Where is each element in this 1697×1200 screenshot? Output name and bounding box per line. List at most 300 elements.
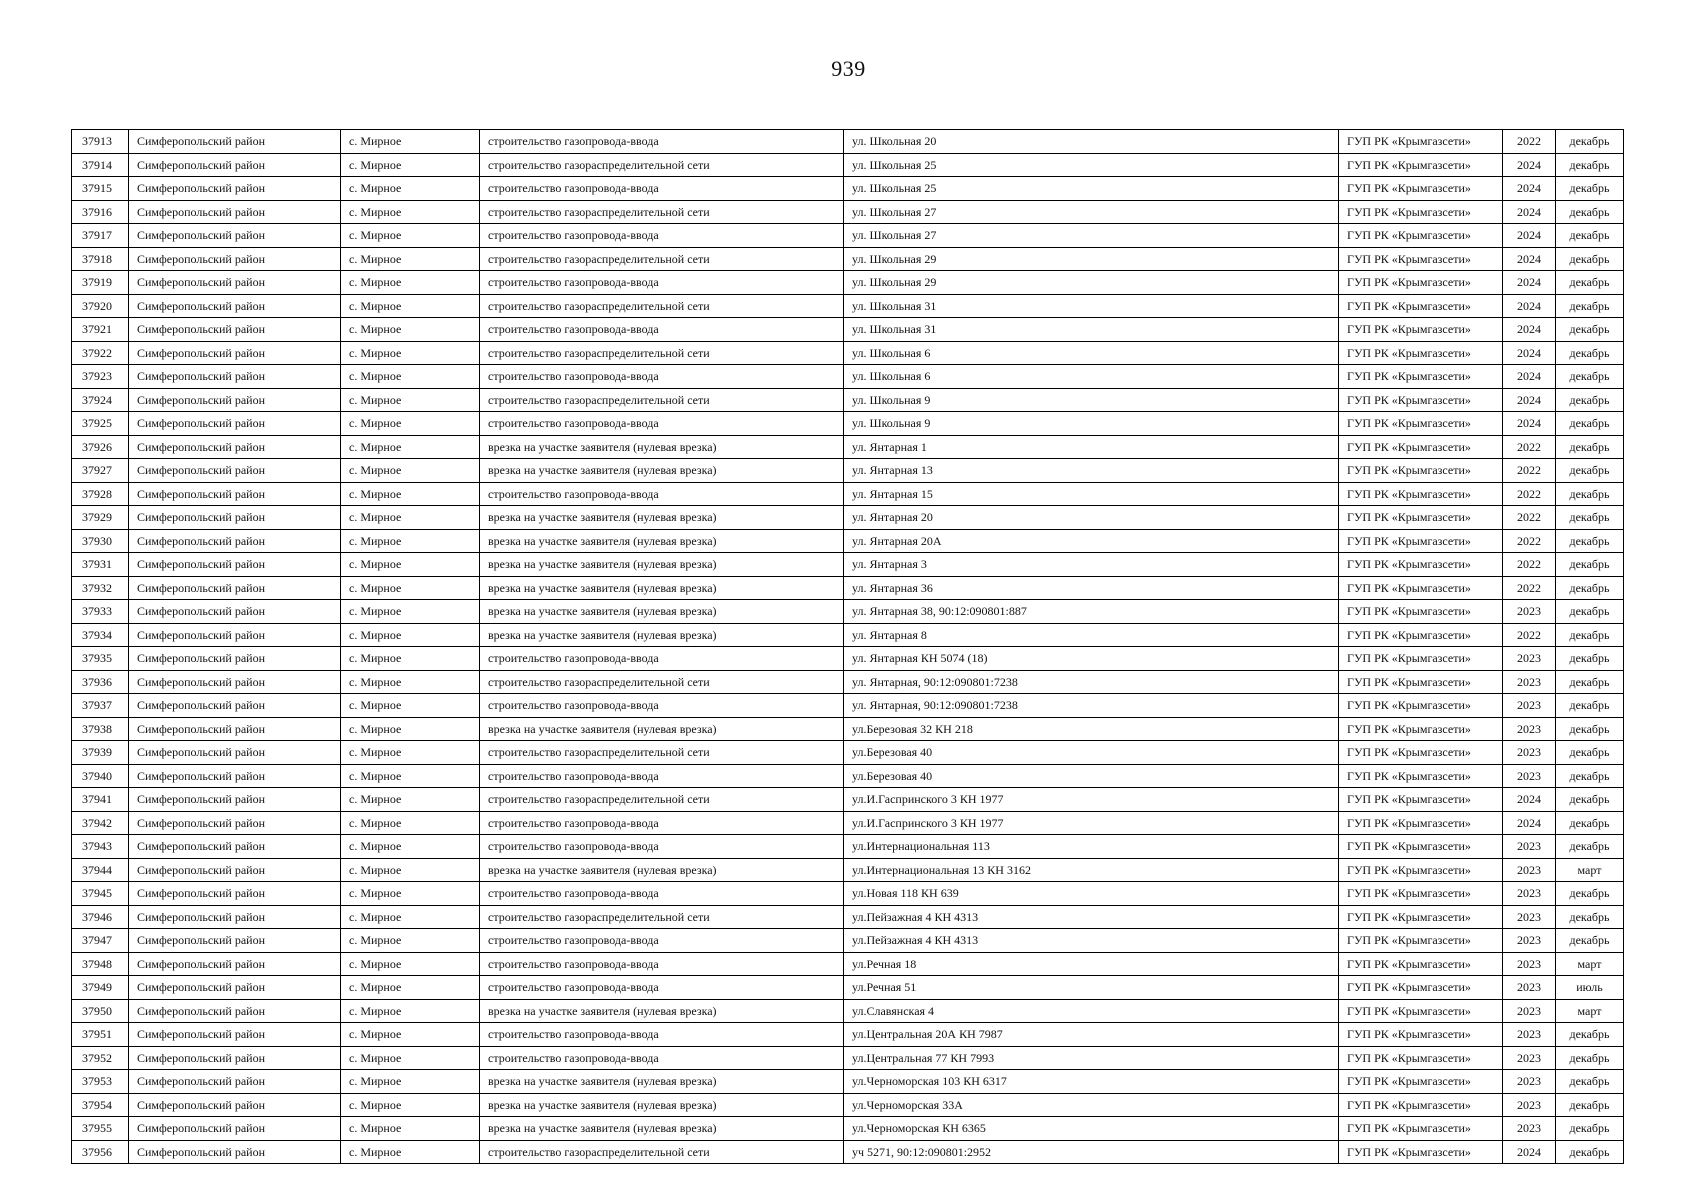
organization-cell: ГУП РК «Крымгазсети» xyxy=(1339,435,1503,459)
organization-cell: ГУП РК «Крымгазсети» xyxy=(1339,1023,1503,1047)
address-cell: ул. Школьная 20 xyxy=(844,130,1339,154)
settlement-cell: с. Мирное xyxy=(341,247,480,271)
year-cell: 2022 xyxy=(1503,506,1556,530)
registry-body xyxy=(72,130,1624,1164)
settlement-cell: с. Мирное xyxy=(341,623,480,647)
record-number-cell: 37913 xyxy=(72,130,129,154)
settlement-cell: с. Мирное xyxy=(341,553,480,577)
work-type-cell: врезка на участке заявителя (нулевая врезка) xyxy=(480,529,844,553)
table-row xyxy=(72,130,1624,154)
table-row xyxy=(72,858,1624,882)
organization-cell: ГУП РК «Крымгазсети» xyxy=(1339,623,1503,647)
record-number-cell: 37938 xyxy=(72,717,129,741)
organization-cell: ГУП РК «Крымгазсети» xyxy=(1339,600,1503,624)
table-row xyxy=(72,670,1624,694)
organization-cell: ГУП РК «Крымгазсети» xyxy=(1339,459,1503,483)
organization-cell: ГУП РК «Крымгазсети» xyxy=(1339,224,1503,248)
settlement-cell: с. Мирное xyxy=(341,764,480,788)
month-cell: декабрь xyxy=(1556,153,1624,177)
address-cell: ул. Школьная 9 xyxy=(844,412,1339,436)
district-cell: Симферопольский район xyxy=(129,929,341,953)
address-cell: ул.Центральная 77 КН 7993 xyxy=(844,1046,1339,1070)
month-cell: март xyxy=(1556,999,1624,1023)
year-cell: 2024 xyxy=(1503,224,1556,248)
district-cell: Симферопольский район xyxy=(129,717,341,741)
month-cell: декабрь xyxy=(1556,929,1624,953)
year-cell: 2024 xyxy=(1503,153,1556,177)
table-row xyxy=(72,623,1624,647)
settlement-cell: с. Мирное xyxy=(341,435,480,459)
month-cell: декабрь xyxy=(1556,882,1624,906)
district-cell: Симферопольский район xyxy=(129,271,341,295)
address-cell: ул.Интернациональная 113 xyxy=(844,835,1339,859)
work-type-cell: врезка на участке заявителя (нулевая врезка) xyxy=(480,858,844,882)
record-number-cell: 37945 xyxy=(72,882,129,906)
month-cell: декабрь xyxy=(1556,1140,1624,1164)
organization-cell: ГУП РК «Крымгазсети» xyxy=(1339,318,1503,342)
address-cell: ул.Пейзажная 4 КН 4313 xyxy=(844,929,1339,953)
year-cell: 2023 xyxy=(1503,717,1556,741)
month-cell: декабрь xyxy=(1556,271,1624,295)
record-number-cell: 37934 xyxy=(72,623,129,647)
record-number-cell: 37956 xyxy=(72,1140,129,1164)
table-row xyxy=(72,905,1624,929)
record-number-cell: 37951 xyxy=(72,1023,129,1047)
record-number-cell: 37931 xyxy=(72,553,129,577)
settlement-cell: с. Мирное xyxy=(341,717,480,741)
work-type-cell: строительство газораспределительной сети xyxy=(480,247,844,271)
record-number-cell: 37923 xyxy=(72,365,129,389)
organization-cell: ГУП РК «Крымгазсети» xyxy=(1339,529,1503,553)
district-cell: Симферопольский район xyxy=(129,200,341,224)
work-type-cell: строительство газопровода-ввода xyxy=(480,647,844,671)
settlement-cell: с. Мирное xyxy=(341,858,480,882)
record-number-cell: 37941 xyxy=(72,788,129,812)
record-number-cell: 37953 xyxy=(72,1070,129,1094)
settlement-cell: с. Мирное xyxy=(341,341,480,365)
year-cell: 2023 xyxy=(1503,882,1556,906)
record-number-cell: 37919 xyxy=(72,271,129,295)
work-type-cell: строительство газопровода-ввода xyxy=(480,1023,844,1047)
address-cell: ул. Янтарная 38, 90:12:090801:887 xyxy=(844,600,1339,624)
settlement-cell: с. Мирное xyxy=(341,694,480,718)
table-row xyxy=(72,1070,1624,1094)
year-cell: 2023 xyxy=(1503,976,1556,1000)
table-row xyxy=(72,1046,1624,1070)
year-cell: 2023 xyxy=(1503,670,1556,694)
year-cell: 2022 xyxy=(1503,553,1556,577)
year-cell: 2024 xyxy=(1503,177,1556,201)
year-cell: 2023 xyxy=(1503,694,1556,718)
record-number-cell: 37922 xyxy=(72,341,129,365)
organization-cell: ГУП РК «Крымгазсети» xyxy=(1339,976,1503,1000)
table-row xyxy=(72,999,1624,1023)
year-cell: 2024 xyxy=(1503,788,1556,812)
settlement-cell: с. Мирное xyxy=(341,529,480,553)
settlement-cell: с. Мирное xyxy=(341,459,480,483)
year-cell: 2022 xyxy=(1503,576,1556,600)
table-row xyxy=(72,811,1624,835)
month-cell: март xyxy=(1556,952,1624,976)
organization-cell: ГУП РК «Крымгазсети» xyxy=(1339,1070,1503,1094)
settlement-cell: с. Мирное xyxy=(341,224,480,248)
work-type-cell: строительство газораспределительной сети xyxy=(480,200,844,224)
year-cell: 2024 xyxy=(1503,388,1556,412)
organization-cell: ГУП РК «Крымгазсети» xyxy=(1339,952,1503,976)
district-cell: Симферопольский район xyxy=(129,670,341,694)
address-cell: ул. Школьная 29 xyxy=(844,271,1339,295)
month-cell: декабрь xyxy=(1556,788,1624,812)
work-type-cell: строительство газораспределительной сети xyxy=(480,294,844,318)
settlement-cell: с. Мирное xyxy=(341,271,480,295)
table-row xyxy=(72,365,1624,389)
year-cell: 2024 xyxy=(1503,271,1556,295)
work-type-cell: строительство газопровода-ввода xyxy=(480,694,844,718)
table-row xyxy=(72,553,1624,577)
district-cell: Симферопольский район xyxy=(129,130,341,154)
table-row xyxy=(72,294,1624,318)
address-cell: ул. Янтарная 8 xyxy=(844,623,1339,647)
month-cell: декабрь xyxy=(1556,224,1624,248)
settlement-cell: с. Мирное xyxy=(341,788,480,812)
record-number-cell: 37917 xyxy=(72,224,129,248)
settlement-cell: с. Мирное xyxy=(341,177,480,201)
organization-cell: ГУП РК «Крымгазсети» xyxy=(1339,1140,1503,1164)
table-row xyxy=(72,741,1624,765)
month-cell: декабрь xyxy=(1556,318,1624,342)
organization-cell: ГУП РК «Крымгазсети» xyxy=(1339,247,1503,271)
year-cell: 2023 xyxy=(1503,1070,1556,1094)
district-cell: Симферопольский район xyxy=(129,999,341,1023)
month-cell: декабрь xyxy=(1556,576,1624,600)
table-row xyxy=(72,482,1624,506)
year-cell: 2023 xyxy=(1503,647,1556,671)
year-cell: 2023 xyxy=(1503,858,1556,882)
district-cell: Симферопольский район xyxy=(129,388,341,412)
month-cell: декабрь xyxy=(1556,835,1624,859)
month-cell: декабрь xyxy=(1556,341,1624,365)
record-number-cell: 37954 xyxy=(72,1093,129,1117)
table-row xyxy=(72,929,1624,953)
settlement-cell: с. Мирное xyxy=(341,1046,480,1070)
record-number-cell: 37927 xyxy=(72,459,129,483)
address-cell: ул. Школьная 27 xyxy=(844,200,1339,224)
record-number-cell: 37932 xyxy=(72,576,129,600)
year-cell: 2022 xyxy=(1503,482,1556,506)
address-cell: ул.Речная 51 xyxy=(844,976,1339,1000)
organization-cell: ГУП РК «Крымгазсети» xyxy=(1339,882,1503,906)
record-number-cell: 37918 xyxy=(72,247,129,271)
organization-cell: ГУП РК «Крымгазсети» xyxy=(1339,153,1503,177)
month-cell: декабрь xyxy=(1556,1046,1624,1070)
month-cell: декабрь xyxy=(1556,553,1624,577)
address-cell: ул.Пейзажная 4 КН 4313 xyxy=(844,905,1339,929)
table-row xyxy=(72,788,1624,812)
record-number-cell: 37940 xyxy=(72,764,129,788)
address-cell: уч 5271, 90:12:090801:2952 xyxy=(844,1140,1339,1164)
table-row xyxy=(72,529,1624,553)
district-cell: Симферопольский район xyxy=(129,224,341,248)
table-row xyxy=(72,1117,1624,1141)
table-row xyxy=(72,318,1624,342)
table-row xyxy=(72,271,1624,295)
address-cell: ул. Янтарная КН 5074 (18) xyxy=(844,647,1339,671)
work-type-cell: врезка на участке заявителя (нулевая врезка) xyxy=(480,1117,844,1141)
district-cell: Симферопольский район xyxy=(129,858,341,882)
address-cell: ул.Интернациональная 13 КН 3162 xyxy=(844,858,1339,882)
organization-cell: ГУП РК «Крымгазсети» xyxy=(1339,788,1503,812)
address-cell: ул. Школьная 6 xyxy=(844,341,1339,365)
settlement-cell: с. Мирное xyxy=(341,388,480,412)
record-number-cell: 37935 xyxy=(72,647,129,671)
organization-cell: ГУП РК «Крымгазсети» xyxy=(1339,553,1503,577)
work-type-cell: строительство газопровода-ввода xyxy=(480,177,844,201)
district-cell: Симферопольский район xyxy=(129,623,341,647)
record-number-cell: 37952 xyxy=(72,1046,129,1070)
settlement-cell: с. Мирное xyxy=(341,294,480,318)
settlement-cell: с. Мирное xyxy=(341,576,480,600)
work-type-cell: строительство газопровода-ввода xyxy=(480,811,844,835)
settlement-cell: с. Мирное xyxy=(341,1117,480,1141)
record-number-cell: 37930 xyxy=(72,529,129,553)
district-cell: Симферопольский район xyxy=(129,294,341,318)
year-cell: 2022 xyxy=(1503,130,1556,154)
settlement-cell: с. Мирное xyxy=(341,412,480,436)
district-cell: Симферопольский район xyxy=(129,882,341,906)
district-cell: Симферопольский район xyxy=(129,952,341,976)
address-cell: ул. Школьная 31 xyxy=(844,318,1339,342)
organization-cell: ГУП РК «Крымгазсети» xyxy=(1339,1046,1503,1070)
address-cell: ул. Школьная 29 xyxy=(844,247,1339,271)
address-cell: ул. Янтарная 3 xyxy=(844,553,1339,577)
record-number-cell: 37916 xyxy=(72,200,129,224)
district-cell: Симферопольский район xyxy=(129,576,341,600)
year-cell: 2022 xyxy=(1503,435,1556,459)
settlement-cell: с. Мирное xyxy=(341,200,480,224)
month-cell: декабрь xyxy=(1556,529,1624,553)
table-row xyxy=(72,976,1624,1000)
year-cell: 2024 xyxy=(1503,294,1556,318)
district-cell: Симферопольский район xyxy=(129,835,341,859)
month-cell: декабрь xyxy=(1556,741,1624,765)
district-cell: Симферопольский район xyxy=(129,459,341,483)
address-cell: ул.Березовая 40 xyxy=(844,741,1339,765)
record-number-cell: 37946 xyxy=(72,905,129,929)
organization-cell: ГУП РК «Крымгазсети» xyxy=(1339,341,1503,365)
district-cell: Симферопольский район xyxy=(129,1023,341,1047)
organization-cell: ГУП РК «Крымгазсети» xyxy=(1339,999,1503,1023)
settlement-cell: с. Мирное xyxy=(341,670,480,694)
year-cell: 2023 xyxy=(1503,999,1556,1023)
address-cell: ул. Янтарная 20 xyxy=(844,506,1339,530)
work-type-cell: врезка на участке заявителя (нулевая врезка) xyxy=(480,999,844,1023)
district-cell: Симферопольский район xyxy=(129,553,341,577)
table-row xyxy=(72,153,1624,177)
settlement-cell: с. Мирное xyxy=(341,952,480,976)
organization-cell: ГУП РК «Крымгазсети» xyxy=(1339,670,1503,694)
organization-cell: ГУП РК «Крымгазсети» xyxy=(1339,858,1503,882)
year-cell: 2024 xyxy=(1503,341,1556,365)
organization-cell: ГУП РК «Крымгазсети» xyxy=(1339,1117,1503,1141)
district-cell: Симферопольский район xyxy=(129,764,341,788)
work-type-cell: врезка на участке заявителя (нулевая врезка) xyxy=(480,435,844,459)
district-cell: Симферопольский район xyxy=(129,1093,341,1117)
organization-cell: ГУП РК «Крымгазсети» xyxy=(1339,576,1503,600)
organization-cell: ГУП РК «Крымгазсети» xyxy=(1339,835,1503,859)
record-number-cell: 37948 xyxy=(72,952,129,976)
settlement-cell: с. Мирное xyxy=(341,318,480,342)
settlement-cell: с. Мирное xyxy=(341,741,480,765)
year-cell: 2022 xyxy=(1503,623,1556,647)
work-type-cell: строительство газораспределительной сети xyxy=(480,388,844,412)
month-cell: декабрь xyxy=(1556,670,1624,694)
work-type-cell: врезка на участке заявителя (нулевая врезка) xyxy=(480,576,844,600)
work-type-cell: строительство газопровода-ввода xyxy=(480,835,844,859)
settlement-cell: с. Мирное xyxy=(341,1070,480,1094)
record-number-cell: 37937 xyxy=(72,694,129,718)
address-cell: ул. Школьная 6 xyxy=(844,365,1339,389)
year-cell: 2022 xyxy=(1503,529,1556,553)
month-cell: декабрь xyxy=(1556,1023,1624,1047)
table-row xyxy=(72,952,1624,976)
address-cell: ул. Янтарная 15 xyxy=(844,482,1339,506)
district-cell: Симферопольский район xyxy=(129,811,341,835)
month-cell: декабрь xyxy=(1556,506,1624,530)
district-cell: Симферопольский район xyxy=(129,1140,341,1164)
table-row xyxy=(72,224,1624,248)
district-cell: Симферопольский район xyxy=(129,365,341,389)
month-cell: декабрь xyxy=(1556,459,1624,483)
record-number-cell: 37925 xyxy=(72,412,129,436)
organization-cell: ГУП РК «Крымгазсети» xyxy=(1339,271,1503,295)
address-cell: ул. Янтарная, 90:12:090801:7238 xyxy=(844,670,1339,694)
organization-cell: ГУП РК «Крымгазсети» xyxy=(1339,388,1503,412)
district-cell: Симферопольский район xyxy=(129,600,341,624)
year-cell: 2024 xyxy=(1503,247,1556,271)
address-cell: ул.Березовая 40 xyxy=(844,764,1339,788)
work-type-cell: врезка на участке заявителя (нулевая врезка) xyxy=(480,623,844,647)
organization-cell: ГУП РК «Крымгазсети» xyxy=(1339,694,1503,718)
address-cell: ул.Новая 118 КН 639 xyxy=(844,882,1339,906)
year-cell: 2023 xyxy=(1503,952,1556,976)
year-cell: 2023 xyxy=(1503,835,1556,859)
address-cell: ул.Черноморская КН 6365 xyxy=(844,1117,1339,1141)
month-cell: декабрь xyxy=(1556,647,1624,671)
address-cell: ул. Янтарная 13 xyxy=(844,459,1339,483)
settlement-cell: с. Мирное xyxy=(341,600,480,624)
month-cell: декабрь xyxy=(1556,482,1624,506)
table-row xyxy=(72,764,1624,788)
month-cell: июль xyxy=(1556,976,1624,1000)
table-row xyxy=(72,576,1624,600)
record-number-cell: 37924 xyxy=(72,388,129,412)
year-cell: 2024 xyxy=(1503,318,1556,342)
work-type-cell: строительство газораспределительной сети xyxy=(480,670,844,694)
district-cell: Симферопольский район xyxy=(129,506,341,530)
table-row xyxy=(72,647,1624,671)
month-cell: декабрь xyxy=(1556,130,1624,154)
settlement-cell: с. Мирное xyxy=(341,1023,480,1047)
district-cell: Симферопольский район xyxy=(129,412,341,436)
organization-cell: ГУП РК «Крымгазсети» xyxy=(1339,177,1503,201)
organization-cell: ГУП РК «Крымгазсети» xyxy=(1339,130,1503,154)
record-number-cell: 37955 xyxy=(72,1117,129,1141)
settlement-cell: с. Мирное xyxy=(341,1140,480,1164)
district-cell: Симферопольский район xyxy=(129,529,341,553)
table-row xyxy=(72,435,1624,459)
district-cell: Симферопольский район xyxy=(129,694,341,718)
year-cell: 2024 xyxy=(1503,412,1556,436)
settlement-cell: с. Мирное xyxy=(341,929,480,953)
month-cell: декабрь xyxy=(1556,294,1624,318)
year-cell: 2023 xyxy=(1503,905,1556,929)
record-number-cell: 37944 xyxy=(72,858,129,882)
district-cell: Симферопольский район xyxy=(129,482,341,506)
settlement-cell: с. Мирное xyxy=(341,506,480,530)
work-type-cell: строительство газораспределительной сети xyxy=(480,1140,844,1164)
record-number-cell: 37949 xyxy=(72,976,129,1000)
work-type-cell: строительство газопровода-ввода xyxy=(480,976,844,1000)
organization-cell: ГУП РК «Крымгазсети» xyxy=(1339,764,1503,788)
address-cell: ул.Центральная 20А КН 7987 xyxy=(844,1023,1339,1047)
month-cell: март xyxy=(1556,858,1624,882)
work-type-cell: врезка на участке заявителя (нулевая врезка) xyxy=(480,1093,844,1117)
table-row xyxy=(72,1023,1624,1047)
district-cell: Симферопольский район xyxy=(129,177,341,201)
table-row xyxy=(72,247,1624,271)
address-cell: ул.Черноморская 33А xyxy=(844,1093,1339,1117)
record-number-cell: 37928 xyxy=(72,482,129,506)
month-cell: декабрь xyxy=(1556,435,1624,459)
month-cell: декабрь xyxy=(1556,177,1624,201)
year-cell: 2022 xyxy=(1503,459,1556,483)
month-cell: декабрь xyxy=(1556,1117,1624,1141)
settlement-cell: с. Мирное xyxy=(341,999,480,1023)
month-cell: декабрь xyxy=(1556,412,1624,436)
month-cell: декабрь xyxy=(1556,811,1624,835)
table-row xyxy=(72,717,1624,741)
record-number-cell: 37939 xyxy=(72,741,129,765)
address-cell: ул. Янтарная 20А xyxy=(844,529,1339,553)
month-cell: декабрь xyxy=(1556,694,1624,718)
record-number-cell: 37929 xyxy=(72,506,129,530)
address-cell: ул. Школьная 25 xyxy=(844,177,1339,201)
settlement-cell: с. Мирное xyxy=(341,905,480,929)
address-cell: ул.И.Гаспринского 3 КН 1977 xyxy=(844,788,1339,812)
address-cell: ул. Школьная 9 xyxy=(844,388,1339,412)
work-type-cell: строительство газопровода-ввода xyxy=(480,1046,844,1070)
organization-cell: ГУП РК «Крымгазсети» xyxy=(1339,482,1503,506)
organization-cell: ГУП РК «Крымгазсети» xyxy=(1339,412,1503,436)
address-cell: ул.Славянская 4 xyxy=(844,999,1339,1023)
table-row xyxy=(72,506,1624,530)
year-cell: 2024 xyxy=(1503,1140,1556,1164)
work-type-cell: строительство газопровода-ввода xyxy=(480,882,844,906)
record-number-cell: 37942 xyxy=(72,811,129,835)
table-row xyxy=(72,177,1624,201)
settlement-cell: с. Мирное xyxy=(341,365,480,389)
district-cell: Симферопольский район xyxy=(129,1070,341,1094)
address-cell: ул. Школьная 31 xyxy=(844,294,1339,318)
month-cell: декабрь xyxy=(1556,717,1624,741)
work-type-cell: врезка на участке заявителя (нулевая врезка) xyxy=(480,717,844,741)
address-cell: ул. Школьная 27 xyxy=(844,224,1339,248)
record-number-cell: 37920 xyxy=(72,294,129,318)
table-row xyxy=(72,600,1624,624)
work-type-cell: строительство газопровода-ввода xyxy=(480,764,844,788)
table-row xyxy=(72,412,1624,436)
table-row xyxy=(72,200,1624,224)
